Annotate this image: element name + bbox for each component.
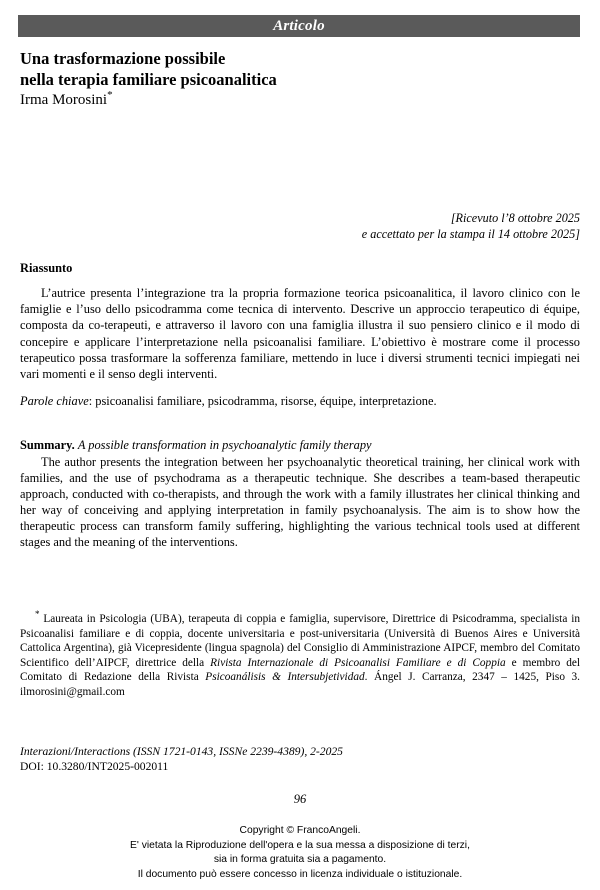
received-date: [Ricevuto l’8 ottobre 2025 xyxy=(450,211,580,225)
copyright-line-2: E' vietata la Riproduzione dell'opera e la sua messa a disposizione di terzi, xyxy=(130,839,470,851)
title-line-2: nella terapia familiare psicoanalitica xyxy=(20,70,277,90)
copyright-line-1: Copyright © FrancoAngeli. xyxy=(239,825,361,836)
footnote-journal-title-1: Rivista Internazionale di Psicoanalisi Familiare e di Coppia xyxy=(210,656,506,669)
footnote-journal-title-2: Psicoanálisis & Intersubjetividad xyxy=(205,671,365,684)
page-number: 96 xyxy=(293,792,307,806)
copyright-line-4: Il documento può essere concesso in licenza individuale o istituzionale. xyxy=(137,868,463,880)
keywords-text: psicoanalisi familiare, psicodramma, risorse, équipe, interpretazione. xyxy=(95,394,437,409)
keywords-separator: : xyxy=(88,394,96,409)
title-line-1: Una trasformazione possibile xyxy=(20,49,226,68)
abstract-en-heading-label: Summary. xyxy=(20,438,75,453)
running-head-label: Articolo xyxy=(273,17,325,34)
keywords-line xyxy=(20,393,580,409)
accepted-date: e accettato per la stampa il 14 ottobre 2025] xyxy=(361,227,580,242)
footnote-part-1: Laureata in Psicologia (UBA), terapeuta di coppia e famiglia, supervisore, Direttrice di Psicodramma, specialista in Psicoanalisi familiare e di coppia, docente universitaria e post-universitaria (Università di Buenos Aires e Università Cattolica Argentina), già Vicepresidente (lingua spagnola) del Consiglio di Amministrazione AIPCF, membro del Comitato Scientifico dell’AIPCF, direttrice della xyxy=(20,613,580,669)
author-name: Irma Morosini xyxy=(20,92,108,109)
abstract-en-heading-title: A possible transformation in psychoanalytic family therapy xyxy=(77,438,372,453)
abstract-it-text: L’autrice presenta l’integrazione tra la propria formazione teorica psicoanalitica, il lavoro clinico con le famiglie e l’uso dello psicodramma come tecnica di intervento. Descrive un approccio terapeutico di équipe, composta da co-terapeuti, e attraverso il lavoro con una famiglia illustra il suo pensiero clinico e il modo di concepire e applicare l’interpretazione nella psicoanalisi familiare. L’obiettivo è mostrare come il processo terapeutico possa trasformare la sofferenza familiare, mettendo in luce i diversi strumenti tecnici impiegati nei vari momenti e il senso degli interventi. xyxy=(20,286,580,381)
copyright-line-3: sia in forma gratuita sia a pagamento. xyxy=(213,854,387,866)
abstract-it-heading: Riassunto xyxy=(20,261,73,275)
page-title xyxy=(20,48,580,90)
footnote-part-3: . Ángel J. Carranza, 2347 – 1425, Piso 3. ilmorosini@gmail.com xyxy=(20,671,580,698)
copyright-notice xyxy=(0,824,600,882)
running-head-bar xyxy=(18,15,580,37)
journal-reference xyxy=(20,744,580,775)
footnote-part-2: e membro del Comitato di Redazione della Rivista xyxy=(20,656,580,684)
author-byline xyxy=(20,91,580,111)
abstract-section xyxy=(20,261,580,551)
author-footnote-marker: * xyxy=(107,89,113,102)
title-block xyxy=(20,48,580,111)
abstract-en-heading xyxy=(20,437,580,453)
author-footnote xyxy=(20,609,580,699)
footnote-marker: * xyxy=(35,609,40,620)
submission-dates xyxy=(20,210,580,243)
keywords-label: Parole chiave xyxy=(20,394,89,409)
journal-citation: Interazioni/Interactions (ISSN 1721-0143, ISSNe 2239-4389), 2-2025 xyxy=(20,745,343,758)
doi-line: DOI: 10.3280/INT2025-002011 xyxy=(20,760,169,774)
abstract-en-text: The author presents the integration between her psychoanalytic theoretical training, her clinical work with families, and the use of psychodrama as a therapeutic technique. She describes a team-based therapeutic approach, conducted with co-therapists, and through the work with a family illustrates her clinical thinking and her way of conceiving and applying interpretation in family psychoanalysis. The aim is to show how the therapeutic process can transform family suffering, highlighting the various technical tools used at different stages and the meaning of the interventions. xyxy=(20,454,580,550)
